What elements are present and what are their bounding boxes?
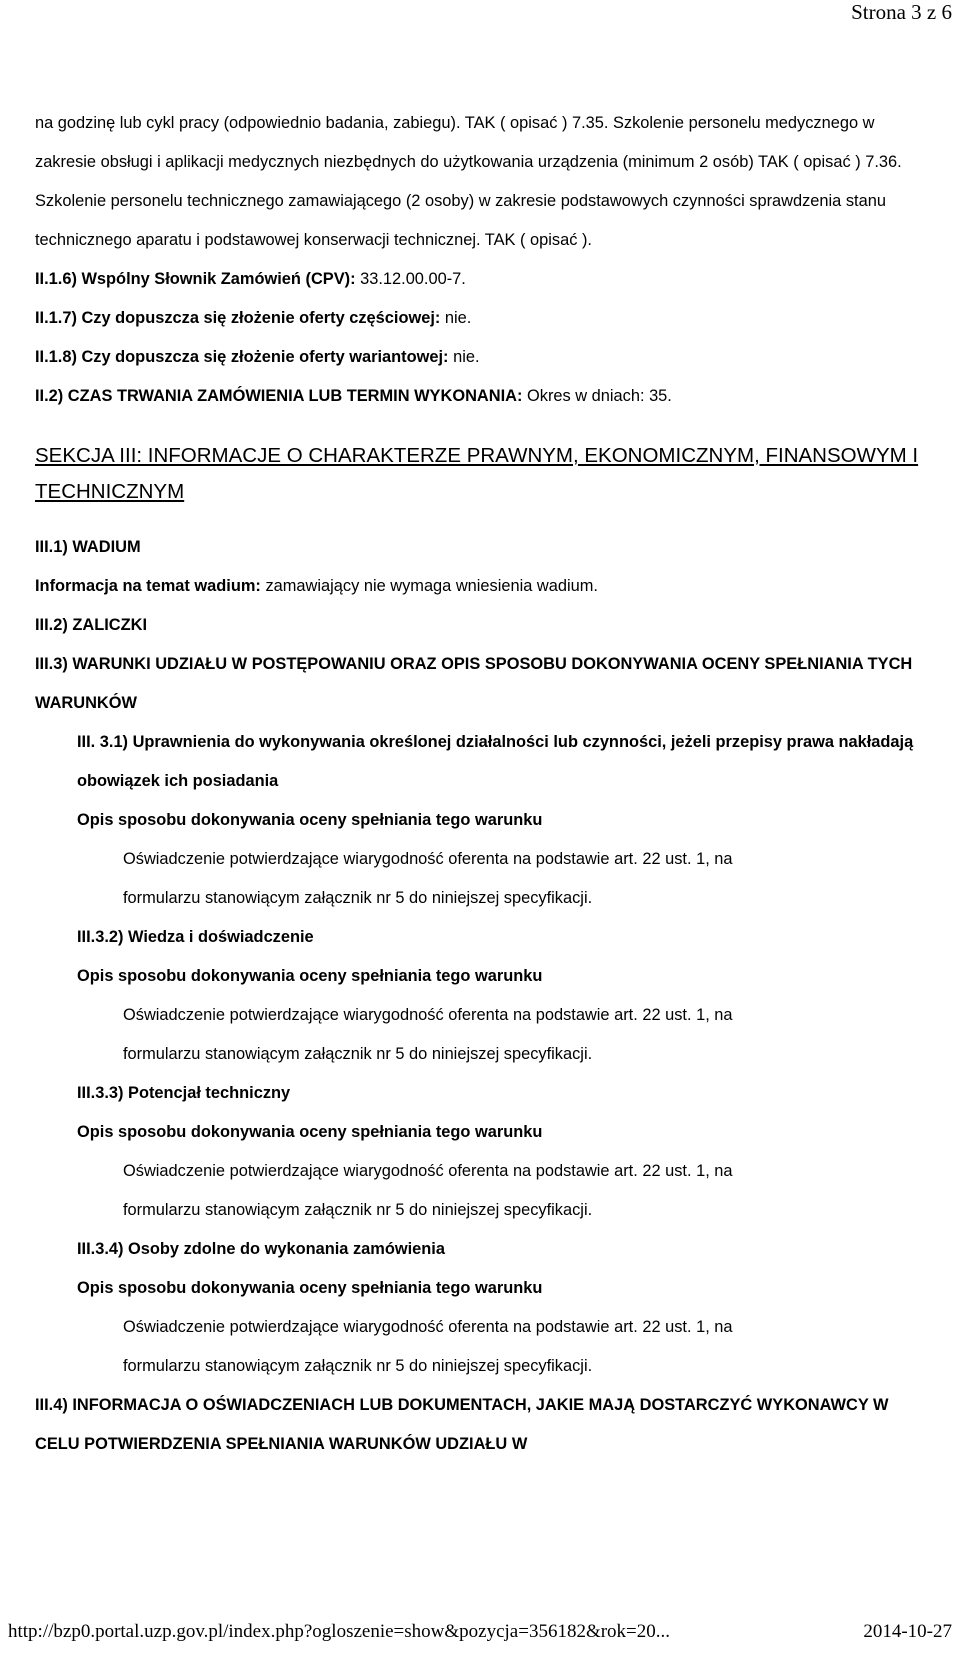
- zaliczki-heading: III.2) ZALICZKI: [35, 616, 147, 634]
- variant-offer-label: II.1.8) Czy dopuszcza się złożenie oferty wariantowej:: [35, 348, 449, 366]
- variant-offer-row: [35, 338, 935, 377]
- cpv-row: [35, 260, 935, 299]
- condition-heading: III. 3.1) Uprawnienia do wykonywania określonej działalności lub czynności, jeżeli przepisy prawa nakładają obowiązek ich posiadania: [77, 733, 914, 790]
- partial-offer-value: nie.: [444, 309, 472, 327]
- wadium-value: zamawiający nie wymaga wniesienia wadium.: [265, 577, 598, 595]
- condition-heading: III.3.3) Potencjał techniczny: [77, 1084, 291, 1102]
- condition-desc-label: Opis sposobu dokonywania oceny spełniania tego warunku: [77, 1123, 543, 1141]
- cpv-value: 33.12.00.00-7.: [360, 270, 466, 288]
- page-number: Strona 3 z 6: [851, 0, 952, 24]
- condition-heading: III.3.2) Wiedza i doświadczenie: [77, 928, 314, 946]
- condition-desc-line: formularzu stanowiącym załącznik nr 5 do niniejszej specyfikacji.: [123, 1357, 593, 1375]
- wadium-row: [35, 567, 935, 606]
- condition-desc-line: formularzu stanowiącym załącznik nr 5 do niniejszej specyfikacji.: [123, 1201, 593, 1219]
- condition-desc-label: Opis sposobu dokonywania oceny spełniania tego warunku: [77, 967, 543, 985]
- documents-heading: III.4) INFORMACJA O OŚWIADCZENIACH LUB DOKUMENTACH, JAKIE MAJĄ DOSTARCZYĆ WYKONAWCY W CELU POTWIERDZENIA SPEŁNIANIA WARUNKÓW UDZIAŁU W: [35, 1396, 889, 1453]
- condition-heading: III.3.4) Osoby zdolne do wykonania zamówienia: [77, 1240, 445, 1258]
- condition-desc-line: formularzu stanowiącym załącznik nr 5 do niniejszej specyfikacji.: [123, 889, 593, 907]
- condition-block: [35, 918, 935, 1074]
- section-title: SEKCJA III: INFORMACJE O CHARAKTERZE PRAWNYM, EKONOMICZNYM, FINANSOWYM I TECHNICZNYM: [35, 444, 919, 503]
- duration-value: Okres w dniach: 35.: [527, 387, 672, 405]
- duration-label: II.2) CZAS TRWANIA ZAMÓWIENIA LUB TERMIN WYKONANIA:: [35, 387, 523, 405]
- duration-row: [35, 377, 935, 416]
- condition-desc-line: Oświadczenie potwierdzające wiarygodność oferenta na podstawie art. 22 ust. 1, na: [123, 1162, 733, 1180]
- condition-desc-line: Oświadczenie potwierdzające wiarygodność oferenta na podstawie art. 22 ust. 1, na: [123, 850, 733, 868]
- condition-block: [35, 1074, 935, 1230]
- partial-offer-label: II.1.7) Czy dopuszcza się złożenie oferty częściowej:: [35, 309, 441, 327]
- cpv-label: II.1.6) Wspólny Słownik Zamówień (CPV):: [35, 270, 356, 288]
- condition-desc-line: Oświadczenie potwierdzające wiarygodność oferenta na podstawie art. 22 ust. 1, na: [123, 1318, 733, 1336]
- wadium-heading: III.1) WADIUM: [35, 538, 141, 556]
- footer-date: 2014-10-27: [863, 1621, 952, 1642]
- condition-desc-label: Opis sposobu dokonywania oceny spełniania tego warunku: [77, 811, 543, 829]
- partial-offer-row: [35, 299, 935, 338]
- condition-block: [35, 723, 935, 918]
- condition-block: [35, 1230, 935, 1386]
- document-body: [35, 104, 935, 1464]
- condition-desc-line: formularzu stanowiącym załącznik nr 5 do niniejszej specyfikacji.: [123, 1045, 593, 1063]
- footer-url: http://bzp0.portal.uzp.gov.pl/index.php?ogloszenie=show&pozycja=356182&rok=20...: [8, 1621, 671, 1642]
- intro-paragraph: na godzinę lub cykl pracy (odpowiednio badania, zabiegu). TAK ( opisać ) 7.35. Szkolenie personelu medycznego w zakresie obsługi i aplikacji medycznych niezbędnych do użytkowania urządzenia (minimum 2 osób) TAK ( opisać ) 7.36. Szkolenie personelu technicznego zamawiającego (2 osoby) w zakresie podstawowych czynności sprawdzenia stanu technicznego aparatu i podstawowej konserwacji technicznej. TAK ( opisać ).: [35, 114, 902, 249]
- print-footer: [8, 1621, 952, 1643]
- condition-desc-line: Oświadczenie potwierdzające wiarygodność oferenta na podstawie art. 22 ust. 1, na: [123, 1006, 733, 1024]
- condition-desc-label: Opis sposobu dokonywania oceny spełniania tego warunku: [77, 1279, 543, 1297]
- variant-offer-value: nie.: [453, 348, 480, 366]
- wadium-label: Informacja na temat wadium:: [35, 577, 261, 595]
- conditions-heading: III.3) WARUNKI UDZIAŁU W POSTĘPOWANIU ORAZ OPIS SPOSOBU DOKONYWANIA OCENY SPEŁNIANIA TYCH WARUNKÓW: [35, 655, 913, 712]
